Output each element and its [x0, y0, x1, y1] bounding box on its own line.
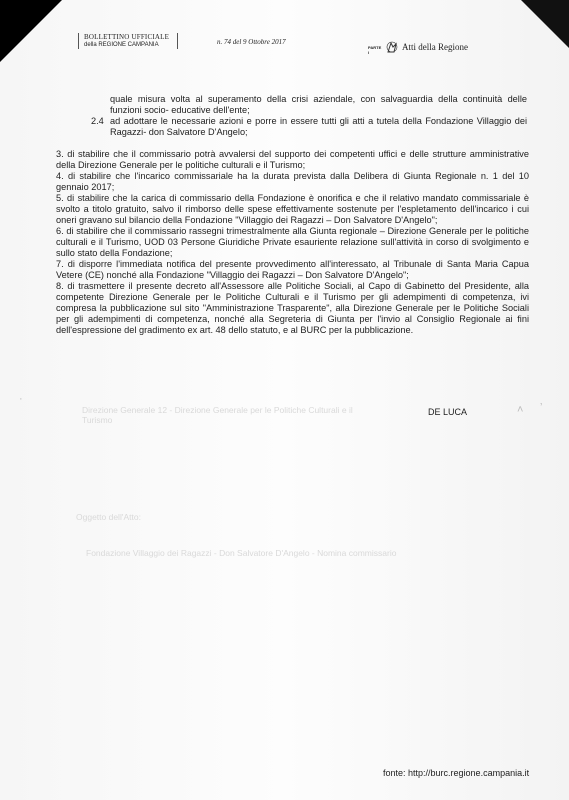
spacer [56, 138, 529, 149]
paragraph-4: 4. di stabilire che l'incarico commissariale ha la durata prevista dalla Delibera di Giunta Regionale n. 1 del 10 gennaio 2017; [56, 171, 529, 192]
paragraph-2-4-number: 2.4 [91, 116, 104, 126]
faded-bleedthrough-text: Direzione Generale 12 - Direzione Generale per le Politiche Culturali e il [82, 405, 353, 415]
paragraph-continuation: quale misura volta al superamento della crisi aziendale, con salvaguardia della continuità delle funzioni socio- educative dell'ente; [110, 94, 527, 115]
scan-shadow-corner-right [521, 0, 569, 48]
header-section: Atti della Regione [402, 42, 468, 52]
header-region: della REGIONE CAMPANIA [84, 42, 159, 48]
paragraph-2-4 [56, 116, 529, 138]
paragraph-5: 5. di stabilire che la carica di commissario della Fondazione è onorifica e che il relativo mandato commissariale è svolto a titolo gratuito, salvo il rimborso delle spese effettivamente sostenute per l'espletamento dell'incarico i cui oneri gravano sul bilancio della Fondazione "Villaggio dei Ragazzi – Don Salvatore D'Angelo"; [56, 193, 529, 225]
faded-bleedthrough-text: Fondazione Villaggio dei Ragazzi - Don Salvatore D'Angelo - Nomina commissario [86, 548, 397, 558]
header-publication: BOLLETTINO UFFICIALE [84, 33, 170, 41]
header-masthead [78, 33, 178, 49]
faded-bleedthrough-text: Oggetto dell'Atto: [76, 512, 141, 522]
paragraph-8: 8. di trasmettere il presente decreto all'Assessore alle Politiche Sociali, al Capo di Gabinetto del Presidente, alla competente Direzione Generale per le Politiche Culturali e il Turismo per gli adempimenti di competenza, ivi compresa la pubblicazione sul sito "Amministrazione Trasparente", alla Direzione Generale per le Politiche Sociali per gli adempimenti di competenza, nonché alla Segreteria di Giunta per l'invio al Consiglio Regionale ai fini dell'espressione del gradimento ex art. 48 dello statuto, e al BURC per la pubblicazione. [56, 281, 529, 335]
scan-mark: ʼ [540, 402, 543, 414]
header-issue: n. 74 del 9 Ottobre 2017 [217, 38, 286, 46]
scan-mark: · [19, 393, 23, 405]
header-part: PARTE I [368, 45, 382, 55]
signature-name: DE LUCA [428, 407, 468, 417]
scan-mark: ˄ [517, 404, 524, 416]
paragraph-6: 6. di stabilire che il commissario rassegni trimestralmente alla Giunta regionale – Direzione Generale per le politiche culturali e il Turismo, UOD 03 Persone Giuridiche Private esauriente relazione sull'attività in corso di svolgimento e sullo stato della Fondazione; [56, 226, 529, 258]
footer-source: fonte: http://burc.regione.campania.it [383, 768, 530, 778]
decree-body [56, 94, 529, 336]
paragraph-3: 3. di stabilire che il commissario potrà avvalersi del supporto dei competenti uffici e delle strutture amministrative della Direzione Generale per le politiche culturali e il Turismo; [56, 149, 529, 170]
scan-shadow-corner [0, 0, 62, 62]
region-logo-icon [386, 41, 398, 53]
paragraph-2-4-text: ad adottare le necessarie azioni e porre in essere tutti gli atti a tutela della Fondazione Villaggio dei Ragazzi- don Salvatore D'Angelo; [110, 116, 527, 137]
faded-bleedthrough-text: Turismo [82, 415, 113, 425]
paragraph-7: 7. di disporre l'immediata notifica del presente provvedimento all'interessato, al Tribunale di Santa Maria Capua Vetere (CE) nonché alla Fondazione "Villaggio dei Ragazzi – Don Salvatore D'Angelo"; [56, 259, 529, 280]
